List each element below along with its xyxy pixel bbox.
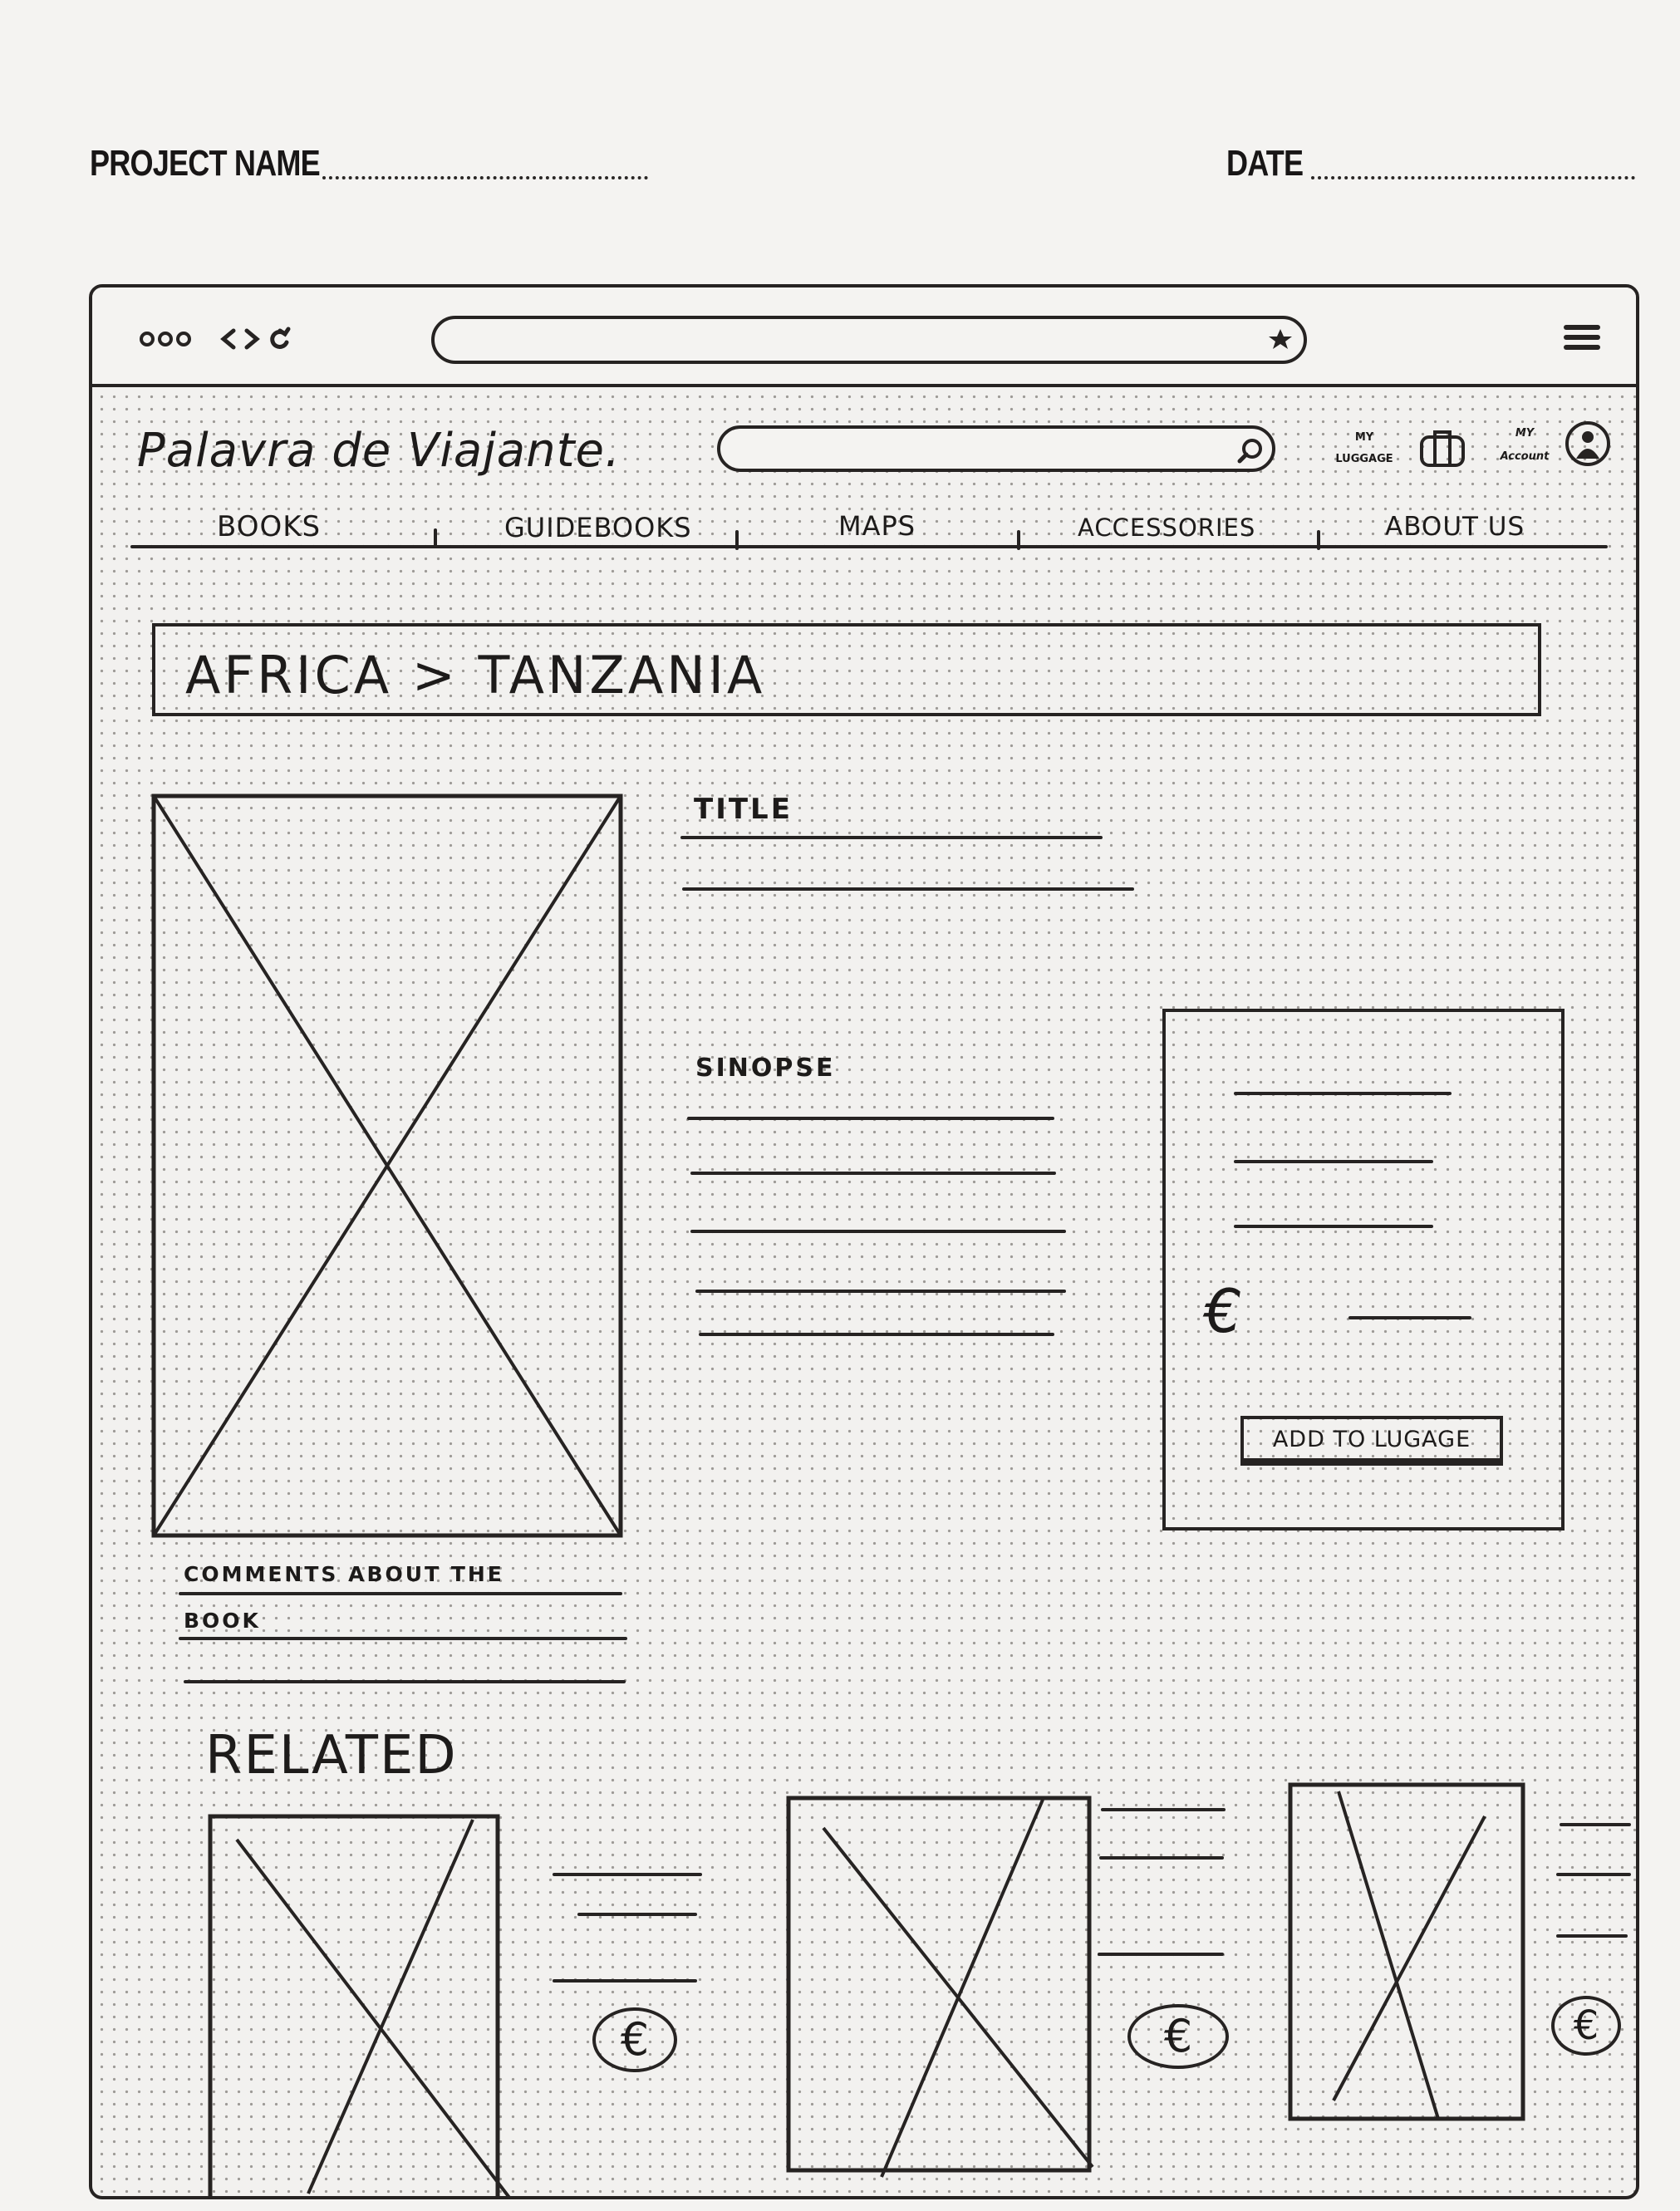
my-account-label-line2: Account bbox=[1500, 450, 1550, 463]
related-item-2-price-badge[interactable] bbox=[1127, 2004, 1229, 2069]
info-line bbox=[1234, 1160, 1433, 1163]
my-luggage-label[interactable] bbox=[1329, 427, 1400, 470]
add-to-luggage-button[interactable]: ADD TO LUGAGE bbox=[1240, 1416, 1503, 1466]
info-line bbox=[1234, 1092, 1452, 1095]
related-heading: RELATED bbox=[205, 1725, 458, 1786]
related-item-2-line bbox=[1099, 1856, 1224, 1860]
synopssis-line bbox=[687, 1117, 1054, 1120]
breadcrumb-text[interactable]: AFRICA > TANZANIA bbox=[185, 645, 766, 705]
comments-label-line2: BOOK bbox=[184, 1609, 261, 1633]
related-item-3-line bbox=[1560, 1823, 1631, 1826]
price-currency: € bbox=[1204, 1276, 1242, 1346]
browser-toolbar bbox=[92, 287, 1636, 387]
purchase-panel bbox=[1162, 1009, 1565, 1531]
nav-underline bbox=[130, 545, 1608, 548]
menu-icon bbox=[1566, 327, 1598, 347]
related-item-1-line bbox=[553, 1979, 697, 1983]
browser-chrome-graphics bbox=[92, 287, 1639, 387]
luggage-icon[interactable] bbox=[1420, 430, 1466, 469]
account-icon[interactable] bbox=[1565, 420, 1613, 469]
my-luggage-label-line1: MY bbox=[1354, 431, 1374, 444]
project-name-label: PROJECT NAME bbox=[90, 143, 320, 184]
price-line bbox=[1348, 1316, 1471, 1319]
related-item-3-currency: € bbox=[1573, 2002, 1599, 2049]
search-icon bbox=[1237, 434, 1270, 467]
address-bar bbox=[433, 317, 1305, 362]
synopsis-line bbox=[695, 1290, 1066, 1293]
related-item-2-line bbox=[1101, 1808, 1226, 1811]
comments-label-line1: COMMENTS ABOUT THE bbox=[184, 1562, 504, 1586]
related-item-1-line bbox=[577, 1913, 697, 1916]
related-item-1-image[interactable] bbox=[209, 1815, 533, 2199]
reload-icon bbox=[273, 329, 288, 346]
date-label: DATE bbox=[1226, 143, 1304, 184]
related-item-3-line bbox=[1556, 1934, 1628, 1938]
related-item-1-currency: € bbox=[620, 2013, 650, 2066]
project-name-field[interactable] bbox=[322, 176, 648, 179]
comments-line bbox=[179, 1592, 622, 1595]
related-item-3-price-badge[interactable] bbox=[1551, 1996, 1621, 2056]
search-input[interactable] bbox=[717, 425, 1275, 472]
product-image-placeholder bbox=[152, 794, 624, 1539]
nav-item-accessories[interactable]: ACCESSORIES bbox=[1078, 513, 1256, 542]
nav-item-books[interactable]: BOOKS bbox=[217, 510, 322, 543]
my-account-label[interactable] bbox=[1490, 422, 1560, 469]
synopsis-line bbox=[699, 1333, 1054, 1336]
synopsis-line bbox=[690, 1172, 1056, 1175]
comments-line bbox=[184, 1680, 626, 1683]
related-item-3-line bbox=[1556, 1873, 1631, 1876]
related-item-1-line bbox=[553, 1873, 702, 1876]
related-item-1-price-badge[interactable] bbox=[592, 2007, 677, 2072]
related-item-2-image[interactable] bbox=[787, 1790, 1111, 2180]
my-account-label-line1: MY bbox=[1515, 427, 1535, 440]
breadcrumb bbox=[152, 623, 1541, 716]
forward-icon bbox=[247, 331, 257, 347]
my-luggage-label-line2: LUGGAGE bbox=[1335, 453, 1393, 465]
window-controls-icon bbox=[141, 333, 189, 345]
title-line bbox=[680, 836, 1103, 839]
related-item-2-line bbox=[1098, 1953, 1224, 1956]
related-item-2-currency: € bbox=[1163, 2010, 1193, 2062]
site-logo[interactable]: Palavra de Viajante. bbox=[137, 424, 621, 478]
related-item-3-image[interactable] bbox=[1289, 1775, 1530, 2132]
comments-line bbox=[179, 1637, 627, 1640]
product-title-label: TITLE bbox=[694, 793, 793, 826]
nav-item-guidebooks[interactable]: GUIDEBOOKS bbox=[504, 512, 692, 543]
synopsis-line bbox=[690, 1230, 1066, 1233]
title-line bbox=[682, 887, 1134, 891]
browser-window bbox=[89, 284, 1639, 2199]
nav-item-maps[interactable]: MAPS bbox=[838, 510, 916, 542]
synopsis-label: SINOPSE bbox=[695, 1054, 836, 1083]
nav-item-about-us[interactable]: ABOUT US bbox=[1385, 512, 1525, 542]
back-icon bbox=[224, 331, 233, 347]
info-line bbox=[1234, 1225, 1433, 1228]
date-field[interactable] bbox=[1311, 176, 1635, 179]
